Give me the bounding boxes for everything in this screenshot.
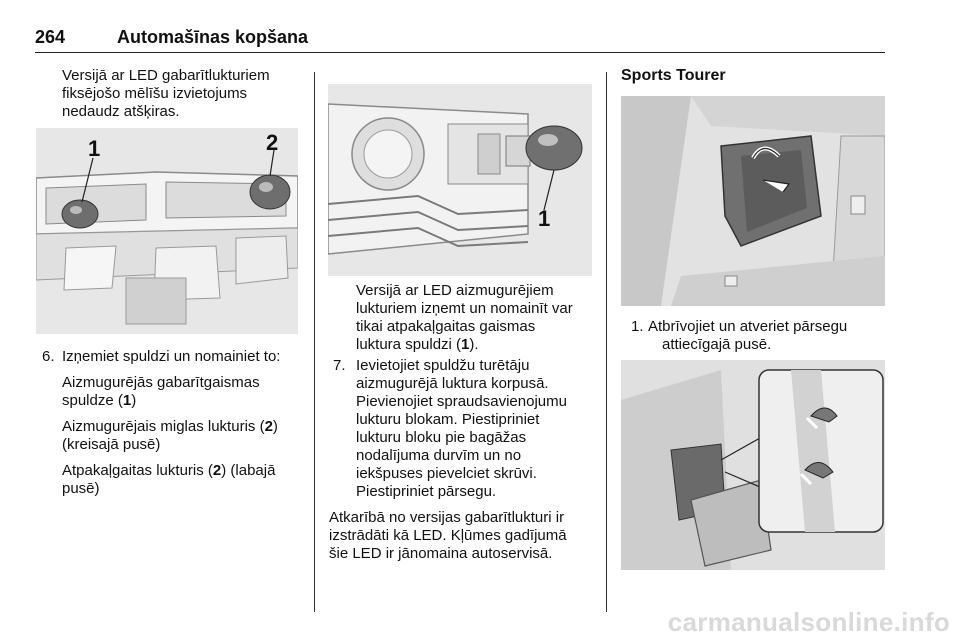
step-6-item-1: Aizmugurējās gabarītgaismas spuldze (1) bbox=[62, 374, 260, 409]
trunk-cover-illustration bbox=[621, 96, 885, 306]
step-number: 7. bbox=[333, 357, 346, 374]
led-note: Versijā ar LED aizmugurējiem lukturiem izņemt un nomainīt var tikai atpakaļgaitas gaismas luktura spuldzi (1). bbox=[356, 282, 573, 353]
tail-lamp-drawing bbox=[36, 128, 298, 334]
page-number: 264 bbox=[35, 27, 66, 47]
watermark: carmanualsonline.info bbox=[667, 607, 950, 637]
tail-lamp-illustration bbox=[36, 128, 298, 334]
trunk-cover-drawing bbox=[621, 96, 885, 306]
step-6-item-2: Aizmugurējais miglas lukturis (2) (kreisajā pusē) bbox=[62, 418, 278, 453]
column-divider-2 bbox=[606, 72, 607, 612]
bulb-holder-drawing bbox=[328, 84, 592, 276]
step-7: 7. Ievietojiet spuldžu turētāju aizmugurējā luktura korpusā. Pievienojiet spraudsavienojumu lukturu blokam. Piestipriniet lukturu bloku pie bagāžas nodalījuma durvīm un no iekšpuses pievelciet skrūvi. Piestipriniet pārsegu. bbox=[333, 357, 567, 500]
page-title: Automašīnas kopšana bbox=[117, 27, 309, 47]
step-6-item-3: Atpakaļgaitas lukturis (2) (labajā pusē) bbox=[62, 462, 276, 497]
step-1: 1. Atbrīvojiet un atveriet pārsegu attiecīgajā pusē. bbox=[631, 318, 848, 353]
led-outro-paragraph: Atkarībā no versijas gabarītlukturi ir izstrādāti kā LED. Kļūmes gadījumā šie LED ir jānomaina autoservisā. bbox=[329, 509, 567, 562]
figure-label-2: 2 bbox=[266, 130, 279, 155]
step-number: 6. bbox=[42, 348, 55, 365]
figure-label-1: 1 bbox=[88, 136, 101, 161]
column-divider-1 bbox=[314, 72, 315, 612]
cover-detail-illustration bbox=[621, 360, 885, 570]
figure-label-1: 1 bbox=[538, 206, 551, 231]
page-header bbox=[35, 24, 885, 53]
step-number: 1. bbox=[631, 318, 644, 335]
bulb-holder-illustration bbox=[328, 84, 592, 276]
section-heading: Sports Tourer bbox=[621, 67, 726, 84]
intro-paragraph: Versijā ar LED gabarītlukturiem fiksējošo mēlīšu izvietojums nedaudz atšķiras. bbox=[62, 67, 270, 120]
step-6: 6. Izņemiet spuldzi un nomainiet to: Aizmugurējās gabarītgaismas spuldze (1) Aizmugurējais miglas lukturis (2) (kreisajā pusē) Atpakaļgaitas lukturis (2) (labajā pusē) bbox=[42, 348, 302, 488]
cover-detail-drawing bbox=[621, 360, 885, 570]
